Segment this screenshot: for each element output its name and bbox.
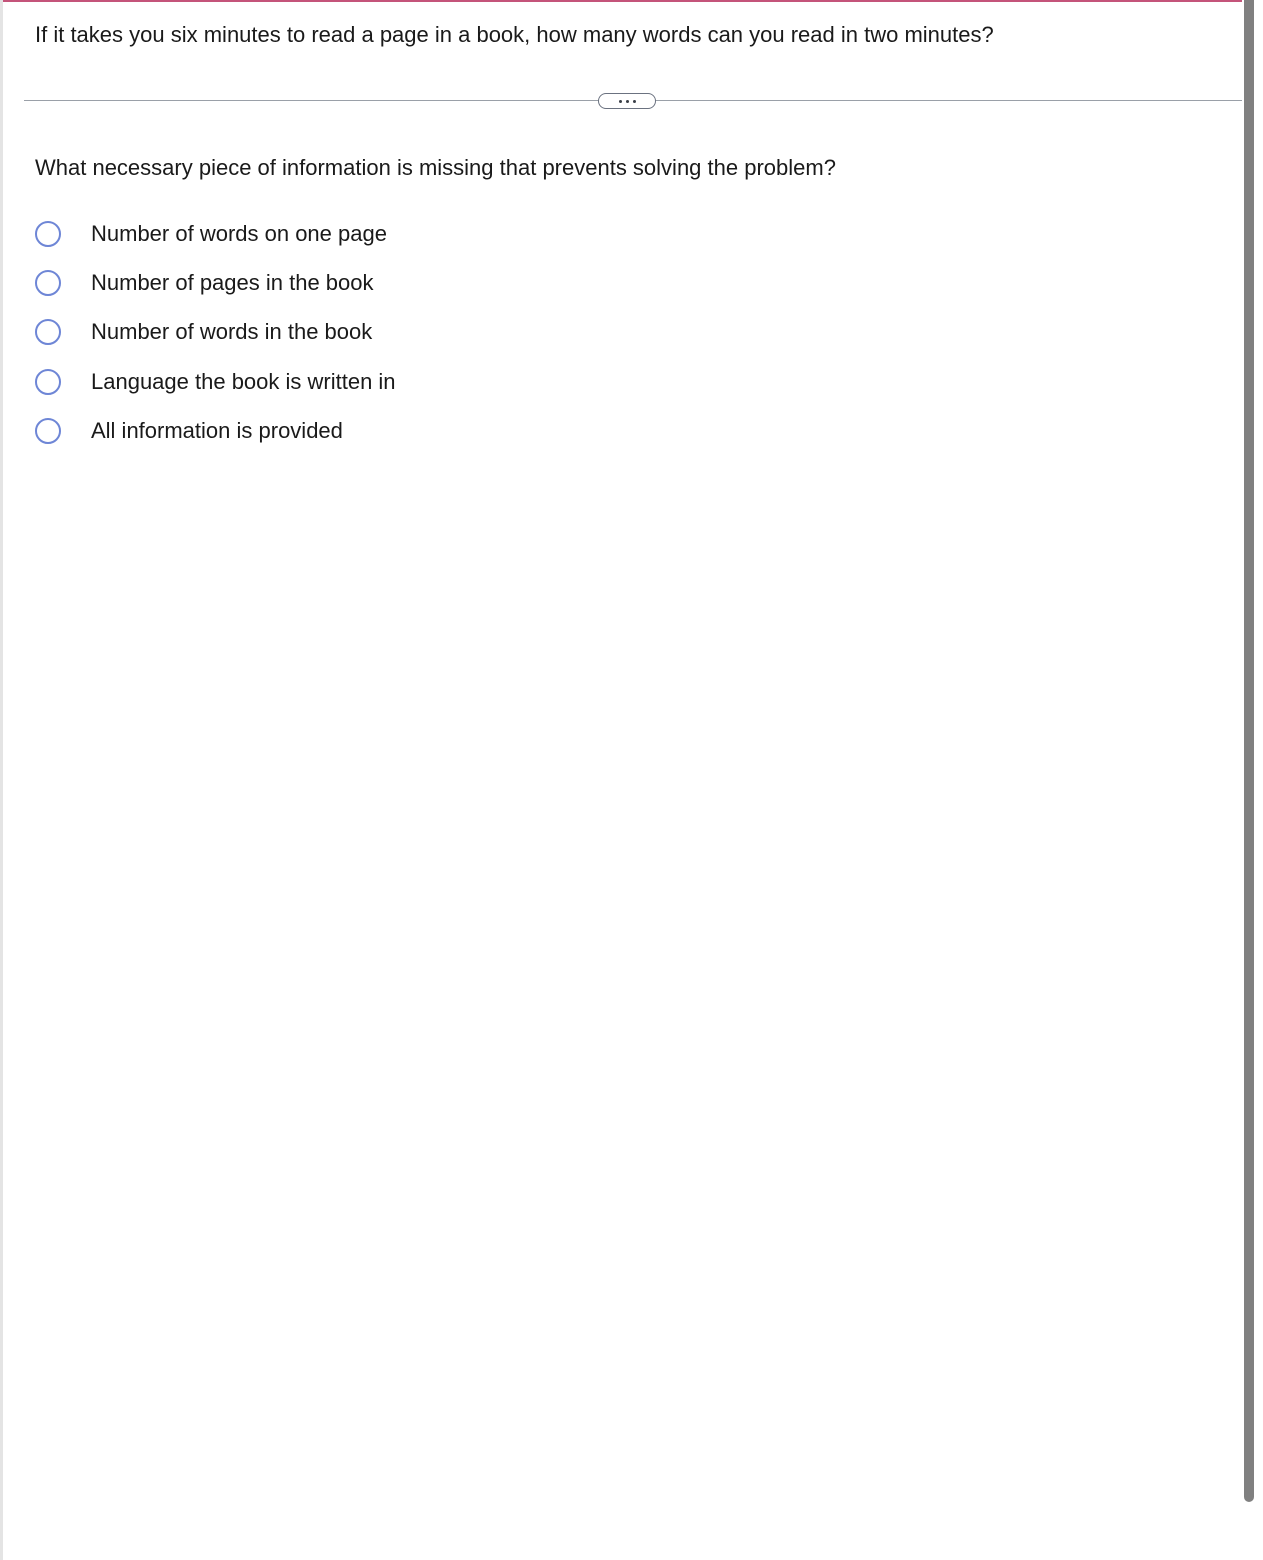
radio-unchecked-icon[interactable] — [35, 369, 61, 395]
question-text: What necessary piece of information is missing that prevents solving the problem? — [35, 155, 836, 180]
radio-unchecked-icon[interactable] — [35, 418, 61, 444]
expand-button[interactable] — [598, 93, 656, 109]
answer-option-label: Number of words in the book — [91, 319, 373, 345]
radio-unchecked-icon[interactable] — [35, 270, 61, 296]
answer-option[interactable] — [35, 406, 396, 455]
answer-option[interactable] — [35, 357, 396, 406]
answer-option[interactable] — [35, 258, 396, 307]
more-dots-icon — [619, 100, 636, 103]
answer-options — [35, 209, 396, 455]
answer-option-label: Number of pages in the book — [91, 269, 374, 295]
answer-option-label: Language the book is written in — [91, 368, 396, 394]
problem-stem: If it takes you six minutes to read a page in a book, how many words can you read in two minutes? — [35, 22, 994, 47]
left-edge-border — [0, 0, 3, 1560]
radio-unchecked-icon[interactable] — [35, 319, 61, 345]
scrollbar-thumb[interactable] — [1244, 0, 1254, 1502]
answer-option[interactable] — [35, 209, 396, 258]
top-accent-bar — [0, 0, 1263, 2]
answer-option-label: Number of words on one page — [91, 220, 387, 246]
radio-unchecked-icon[interactable] — [35, 221, 61, 247]
answer-option[interactable] — [35, 308, 396, 357]
answer-option-label: All information is provided — [91, 417, 343, 443]
